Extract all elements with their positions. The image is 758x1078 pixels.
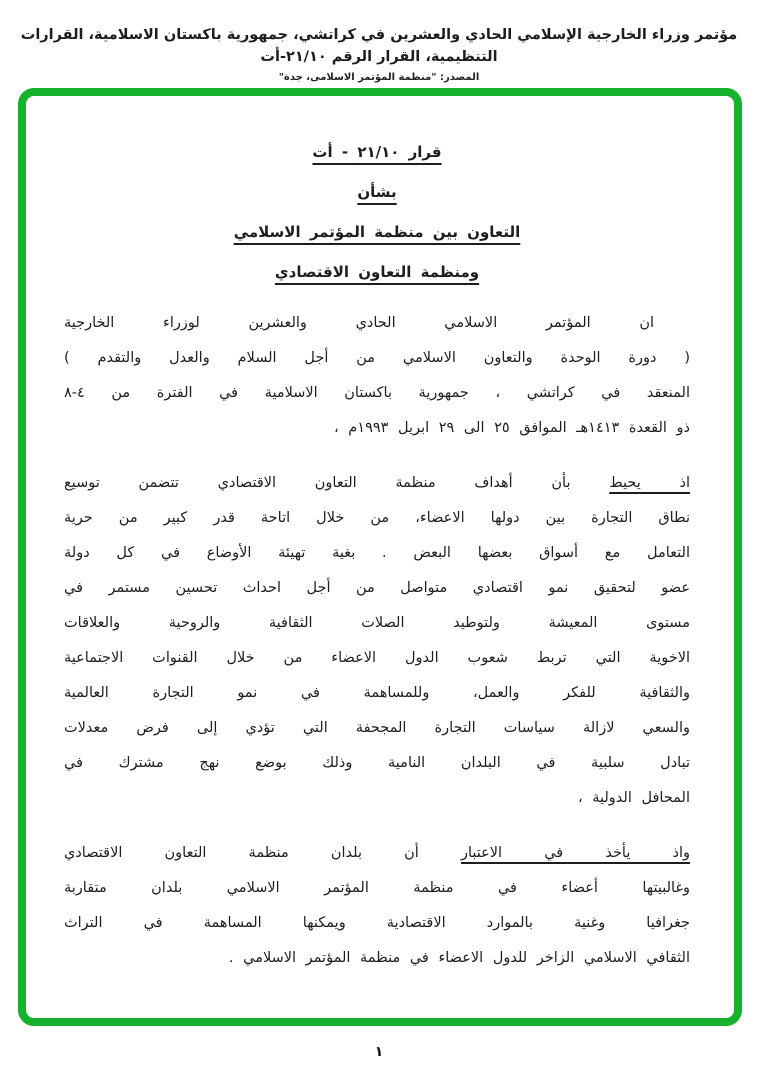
body-line: ( دورة الوحدة والتعاون الاسلامي من أجل السلام والعدل والتقدم ) xyxy=(64,350,690,366)
body-line: جغرافيا وغنية بالموارد الاقتصادية ويمكنها المساهمة في التراث xyxy=(64,915,690,931)
title-line: التعاون بين منظمة المؤتمر الاسلامي xyxy=(233,223,521,241)
header-source-line: المصدر: "منظمة المؤتمر الاسلامى، جدة" xyxy=(278,72,480,83)
underlined-lead: اذ يحيط xyxy=(609,475,690,491)
header-citation-line: مؤتمر وزراء الخارجية الإسلامي الحادي والعشرين في كراتشي، جمهورية باكستان الاسلامية، القرارات التنظيمية، القرار الرقم ٢١/١٠-أت xyxy=(20,27,738,65)
paragraph xyxy=(64,466,690,816)
page-number: ١ xyxy=(374,1044,384,1060)
body-line: نطاق التجارة بين دولها الاعضاء، من خلال اتاحة قدر كبير من حرية xyxy=(64,510,690,526)
body-line: الاخوية التي تربط شعوب الدول الاعضاء من خلال القنوات الاجتماعية xyxy=(64,650,690,666)
body-line: والسعي لازالة سياسات التجارة المجحفة التي تؤدي إلى فرض معدلات xyxy=(64,720,690,736)
resolution-paragraphs xyxy=(64,306,690,976)
body-line: ذو القعدة ١٤١٣هـ الموافق ٢٥ الى ٢٩ ابريل ١٩٩٣م ، xyxy=(334,420,690,436)
document-body xyxy=(26,96,734,976)
document-header xyxy=(10,24,748,83)
body-line: ان المؤتمر الاسلامي الحادي والعشرين لوزراء الخارجية xyxy=(64,315,654,331)
body-line: تبادل سلبية في البلدان النامية وذلك بوضع نهج مشترك في xyxy=(64,755,690,771)
body-line: وغالبيتها أعضاء في منظمة المؤتمر الاسلامي بلدان متقاربة xyxy=(64,880,690,896)
body-line: المنعقد في كراتشي ، جمهورية باكستان الاسلامية في الفترة من ٤-٨ xyxy=(64,385,690,401)
body-line: عضو لتحقيق نمو اقتصادي متواصل من أجل احداث تحسين مستمر في xyxy=(64,580,690,596)
underlined-lead: واذ يأخذ في الاعتبار xyxy=(460,845,690,861)
body-line: واذ يأخذ في الاعتبار أن بلدان منظمة التعاون الاقتصادي xyxy=(64,845,690,861)
paragraph xyxy=(64,836,690,976)
body-line: الثقافي الاسلامي الزاخر للدول الاعضاء في منظمة المؤتمر الاسلامي . xyxy=(228,950,690,966)
body-line: والثقافية للفكر والعمل، وللمساهمة في نمو التجارة العالمية xyxy=(64,685,690,701)
document-frame xyxy=(18,88,742,1026)
body-line: مستوى المعيشة ولتوطيد الصلات الثقافية والروحية والعلاقات xyxy=(64,615,690,631)
body-line: اذ يحيط بأن أهداف منظمة التعاون الاقتصادي تتضمن توسيع xyxy=(64,475,690,491)
resolution-title-block xyxy=(64,132,690,292)
body-line: التعامل مع أسواق بعضها البعض . بغية تهيئة الأوضاع في كل دولة xyxy=(64,545,690,561)
title-line: قرار ٢١/١٠ - أت xyxy=(312,143,442,161)
title-line: ومنظمة التعاون الاقتصادي xyxy=(274,263,480,281)
body-line: المحافل الدولية ، xyxy=(577,790,690,806)
title-line: بشأن xyxy=(357,183,397,201)
paragraph xyxy=(64,306,690,446)
